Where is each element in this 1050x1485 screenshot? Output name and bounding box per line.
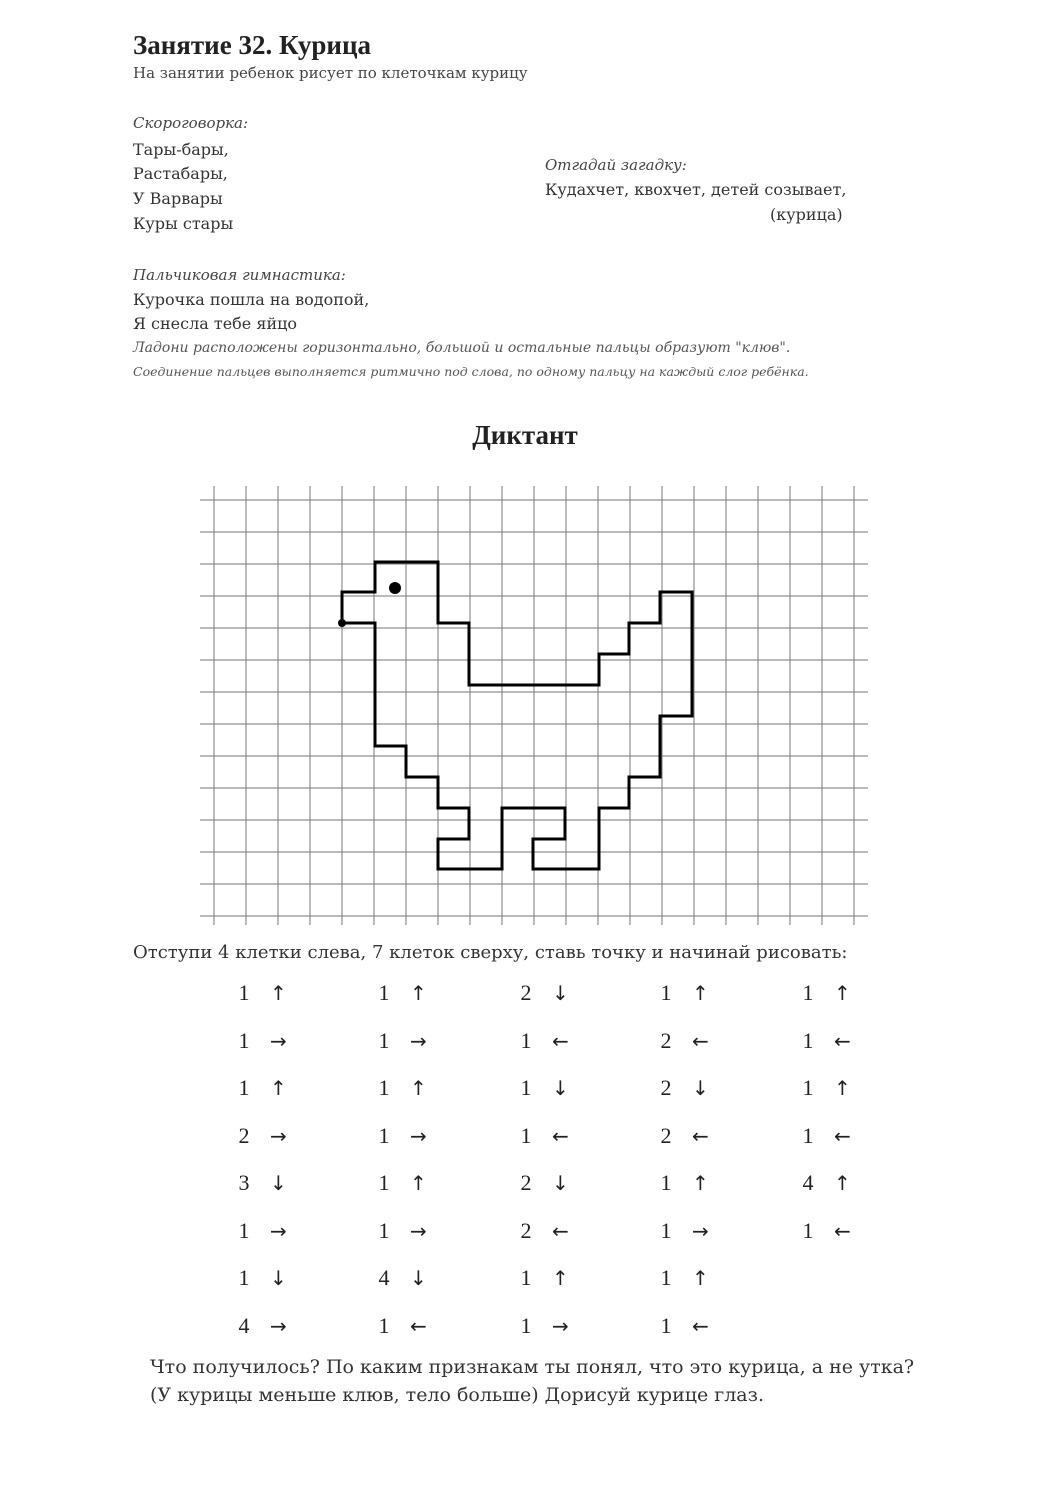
riddle-line: Кудахчет, квохчет, детей созывает, [545,180,847,199]
step-count: 1 [378,1170,390,1195]
dictation-step [514,980,569,1006]
dictation-step [514,1123,569,1149]
step-count: 4 [238,1312,250,1338]
dictation-step [654,1075,709,1101]
down-arrow-icon: ↓ [552,1076,569,1100]
step-count: 1 [378,980,390,1005]
left-arrow-icon: ← [552,1028,569,1053]
dictation-step [514,1265,569,1291]
step-count: 1 [238,1265,250,1290]
dictation-step [372,1218,427,1244]
drawing-grid [180,480,880,925]
right-arrow-icon: → [410,1123,427,1148]
up-arrow-icon: ↑ [410,981,427,1005]
warmup-line: Куры стары [133,214,234,233]
left-arrow-icon: ← [692,1123,709,1148]
step-count: 1 [520,1075,532,1100]
start-dot [338,619,346,627]
dictation-step [514,1028,569,1054]
dictation-step [796,1028,851,1054]
right-arrow-icon: → [270,1123,287,1148]
warmup-line: Тары-бары, [133,140,229,159]
dictation-step [372,1075,427,1101]
finger-gym-note: Ладони расположены горизонтально, большой и остальные пальцы образуют "клюв". [133,340,791,356]
dictation-step [372,1313,427,1339]
dictation-step [514,1218,569,1244]
up-arrow-icon: ↑ [410,1171,427,1195]
dictation-step [372,1028,427,1054]
step-count: 1 [802,1122,814,1148]
dictation-step [654,1170,709,1196]
dictation-step [654,1218,709,1244]
dictation-step [232,1265,287,1291]
riddle-answer: (курица) [770,205,843,224]
finger-gym-line: Курочка пошла на водопой, [133,290,370,309]
step-count: 1 [238,1027,250,1053]
dictation-step [796,1123,851,1149]
step-count: 1 [802,1075,814,1100]
up-arrow-icon: ↑ [834,1171,851,1195]
up-arrow-icon: ↑ [834,1076,851,1100]
up-arrow-icon: ↑ [552,1266,569,1290]
dictation-step [514,1075,569,1101]
up-arrow-icon: ↑ [270,981,287,1005]
step-count: 1 [660,1217,672,1243]
dictation-step [232,1123,287,1149]
left-arrow-icon: ← [692,1313,709,1338]
down-arrow-icon: ↓ [410,1266,427,1290]
down-arrow-icon: ↓ [552,1171,569,1195]
warmup-line: У Варвары [133,189,223,208]
dictation-step [654,1265,709,1291]
dictation-step [232,1075,287,1101]
left-arrow-icon: ← [552,1123,569,1148]
page-title: Занятие 32. Курица [133,30,372,60]
step-count: 1 [802,980,814,1005]
step-count: 1 [520,1027,532,1053]
right-arrow-icon: → [692,1218,709,1243]
up-arrow-icon: ↑ [692,1171,709,1195]
step-count: 1 [660,1265,672,1290]
dictation-step [654,1123,709,1149]
left-arrow-icon: ← [692,1028,709,1053]
step-count: 1 [660,980,672,1005]
step-count: 4 [378,1265,390,1290]
up-arrow-icon: ↑ [834,981,851,1005]
step-count: 1 [378,1075,390,1100]
dictation-step [372,980,427,1006]
warmup-line: Растабары, [133,164,228,183]
step-count: 2 [660,1122,672,1148]
step-count: 1 [238,980,250,1005]
step-count: 3 [238,1170,250,1195]
dictation-step [514,1313,569,1339]
dictation-step [372,1265,427,1291]
left-arrow-icon: ← [834,1123,851,1148]
hen-outline [342,562,692,869]
up-arrow-icon: ↑ [270,1076,287,1100]
dictation-step [372,1123,427,1149]
dictation-step [796,980,851,1006]
right-arrow-icon: → [552,1313,569,1338]
page-subtitle: На занятии ребенок рисует по клеточкам курицу [133,64,528,82]
step-count: 1 [378,1312,390,1338]
dictation-step [514,1170,569,1196]
finger-gym-line: Я снесла тебе яйцо [133,314,298,333]
step-count: 1 [238,1075,250,1100]
step-count: 2 [520,980,532,1005]
step-count: 1 [238,1217,250,1243]
right-arrow-icon: → [270,1313,287,1338]
step-count: 1 [378,1217,390,1243]
dictation-step [232,1313,287,1339]
right-arrow-icon: → [270,1028,287,1053]
riddle-heading: Отгадай загадку: [545,156,687,174]
dictation-step [654,980,709,1006]
step-count: 4 [802,1170,814,1195]
step-count: 2 [520,1217,532,1243]
left-arrow-icon: ← [552,1218,569,1243]
left-arrow-icon: ← [834,1028,851,1053]
step-count: 2 [660,1027,672,1053]
finger-gym-heading: Пальчиковая гимнастика: [133,266,346,284]
dictation-step [796,1170,851,1196]
step-count: 1 [660,1312,672,1338]
left-arrow-icon: ← [834,1218,851,1243]
up-arrow-icon: ↑ [410,1076,427,1100]
dictation-step [232,1170,287,1196]
footer-question: Что получилось? По каким признакам ты понял, что это курица, а не утка? [150,1356,915,1378]
dictation-step [232,1028,287,1054]
up-arrow-icon: ↑ [692,1266,709,1290]
right-arrow-icon: → [270,1218,287,1243]
right-arrow-icon: → [410,1028,427,1053]
footer-answer: (У курицы меньше клюв, тело больше) Дорисуй курице глаз. [150,1384,765,1406]
dictation-step [232,980,287,1006]
dictation-step [654,1313,709,1339]
dictation-step [796,1218,851,1244]
finger-gym-note: Соединение пальцев выполняется ритмично под слова, по одному пальцу на каждый слог ребёнка. [133,364,809,379]
down-arrow-icon: ↓ [270,1266,287,1290]
down-arrow-icon: ↓ [552,981,569,1005]
hen-eye [389,582,401,594]
dictation-heading: Диктант [472,420,578,450]
right-arrow-icon: → [410,1218,427,1243]
step-count: 1 [520,1312,532,1338]
left-arrow-icon: ← [410,1313,427,1338]
dictation-step [796,1075,851,1101]
step-count: 1 [378,1122,390,1148]
step-count: 1 [520,1122,532,1148]
dictation-step [654,1028,709,1054]
dictation-step [232,1218,287,1244]
dictation-step [372,1170,427,1196]
step-count: 1 [520,1265,532,1290]
down-arrow-icon: ↓ [692,1076,709,1100]
step-count: 2 [520,1170,532,1195]
down-arrow-icon: ↓ [270,1171,287,1195]
step-count: 2 [238,1122,250,1148]
step-count: 1 [660,1170,672,1195]
step-count: 1 [802,1027,814,1053]
dictation-instruction: Отступи 4 клетки слева, 7 клеток сверху, ставь точку и начинай рисовать: [133,942,848,963]
step-count: 1 [378,1027,390,1053]
step-count: 1 [802,1217,814,1243]
warmup-heading: Скороговорка: [133,114,249,132]
up-arrow-icon: ↑ [692,981,709,1005]
step-count: 2 [660,1075,672,1100]
